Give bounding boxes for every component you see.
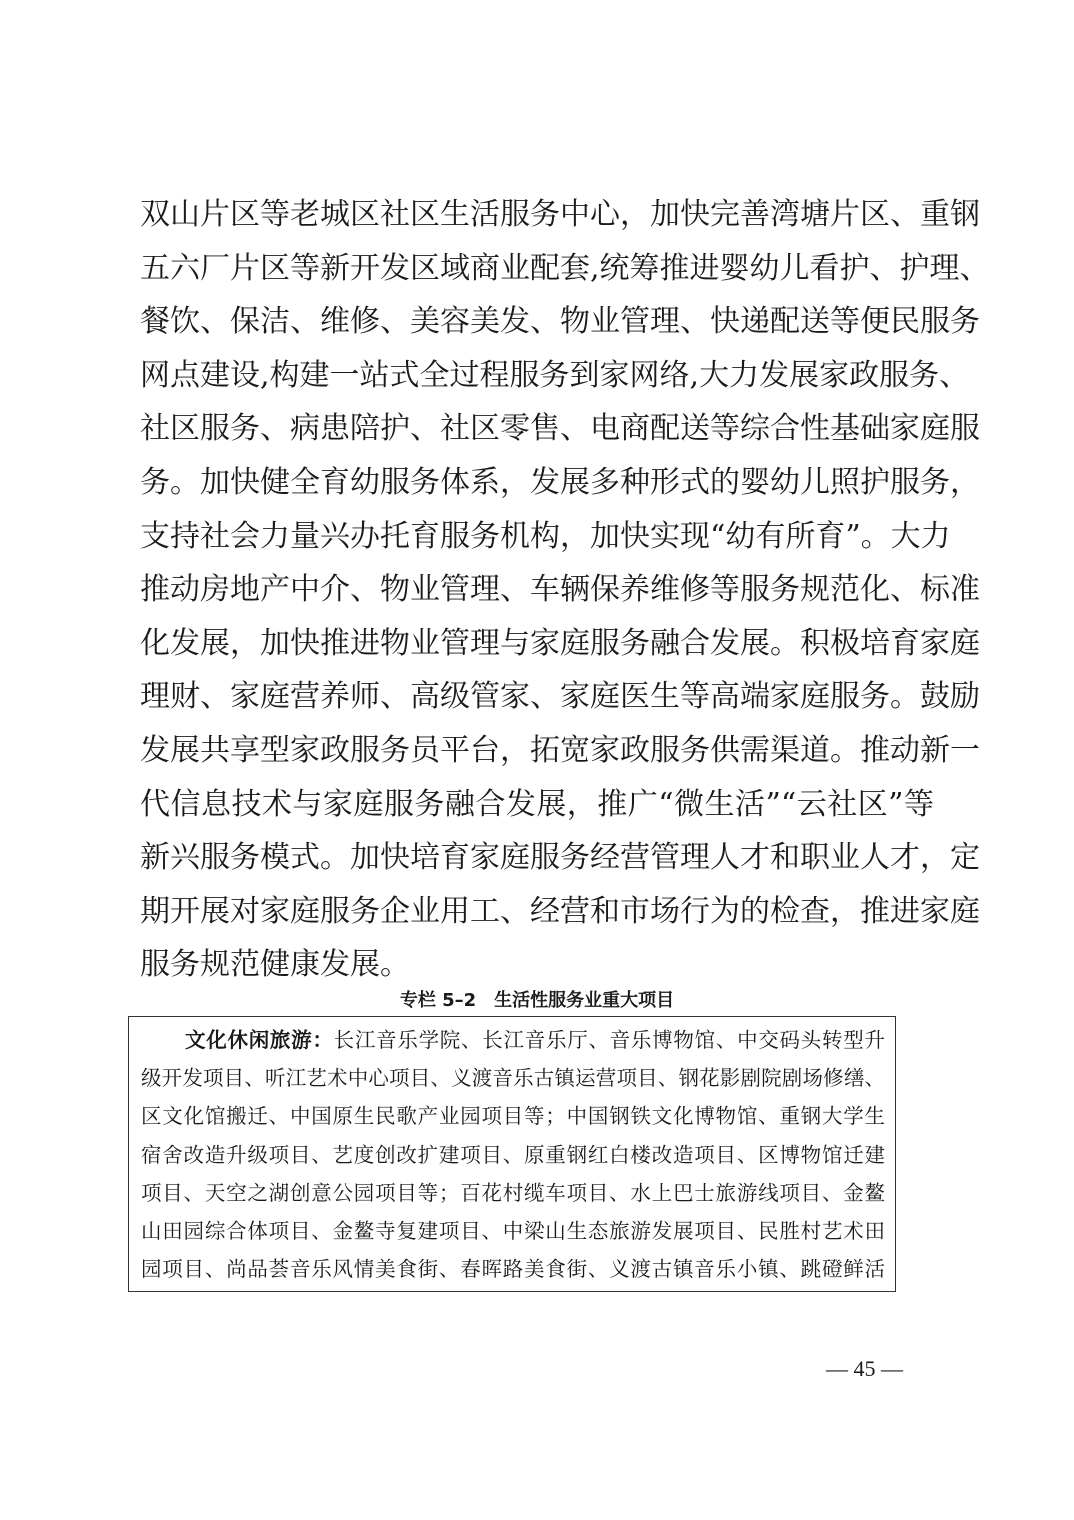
feature-box bbox=[128, 1016, 896, 1292]
box-line: 宿舍改造升级项目、艺度创改扩建项目、原重钢红白楼改造项目、区博物馆迁建 bbox=[141, 1142, 885, 1167]
body-line: 期开展对家庭服务企业用工、经营和市场行为的检查，推进家庭 bbox=[140, 893, 980, 929]
body-line: 务。加快健全育幼服务体系，发展多种形式的婴幼儿照护服务， bbox=[140, 464, 980, 500]
box-line: 区文化馆搬迁、中国原生民歌产业园项目等；中国钢铁文化博物馆、重钢大学生 bbox=[141, 1104, 885, 1129]
box-line bbox=[141, 1021, 885, 1059]
body-paragraph bbox=[140, 188, 990, 992]
body-line: 理财、家庭营养师、高级管家、家庭医生等高端家庭服务。鼓励 bbox=[140, 679, 980, 715]
body-line: 推动房地产中介、物业管理、车辆保养维修等服务规范化、标准 bbox=[140, 572, 980, 608]
body-line: 社区服务、病患陪护、社区零售、电商配送等综合性基础家庭服 bbox=[140, 411, 980, 447]
body-line: 新兴服务模式。加快培育家庭服务经营管理人才和职业人才，定 bbox=[140, 840, 980, 876]
body-line: 服务规范健康发展。 bbox=[140, 947, 410, 983]
body-line: 代信息技术与家庭服务融合发展，推广“微生活”“云社区”等 bbox=[140, 786, 934, 822]
body-line: 双山片区等老城区社区生活服务中心，加快完善湾塘片区、重钢 bbox=[140, 197, 980, 232]
box-line: 项目、天空之湖创意公园项目等；百花村缆车项目、水上巴士旅游线项目、金鳌 bbox=[141, 1180, 885, 1205]
body-line: 五六厂片区等新开发区域商业配套,统筹推进婴幼儿看护、护理、 bbox=[140, 250, 990, 286]
box-line: 级开发项目、听江艺术中心项目、义渡音乐古镇运营项目、钢花影剧院剧场修缮、 bbox=[141, 1066, 885, 1091]
body-line: 支持社会力量兴办托育服务机构，加快实现“幼有所育”。大力 bbox=[140, 518, 951, 554]
box-title: 专栏 5–2 生活性服务业重大项目 bbox=[399, 990, 675, 1011]
box-lead-label: 文化休闲旅游： bbox=[185, 1028, 334, 1052]
page-number: — 45 — bbox=[826, 1356, 903, 1381]
body-line: 发展共享型家政服务员平台，拓宽家政服务供需渠道。推动新一 bbox=[140, 732, 980, 768]
box-line: 园项目、尚品荟音乐风情美食街、春晖路美食街、义渡古镇音乐小镇、跳磴鲜活 bbox=[141, 1257, 885, 1282]
body-line: 化发展，加快推进物业管理与家庭服务融合发展。积极培育家庭 bbox=[140, 625, 980, 661]
box-line-text: 长江音乐学院、长江音乐厅、音乐博物馆、中交码头转型升 bbox=[333, 1028, 885, 1052]
body-line: 餐饮、保洁、维修、美容美发、物业管理、快递配送等便民服务 bbox=[140, 304, 980, 340]
body-line: 网点建设,构建一站式全过程服务到家网络,大力发展家政服务、 bbox=[140, 357, 970, 393]
box-line: 山田园综合体项目、金鳌寺复建项目、中梁山生态旅游发展项目、民胜村艺术田 bbox=[141, 1218, 885, 1243]
